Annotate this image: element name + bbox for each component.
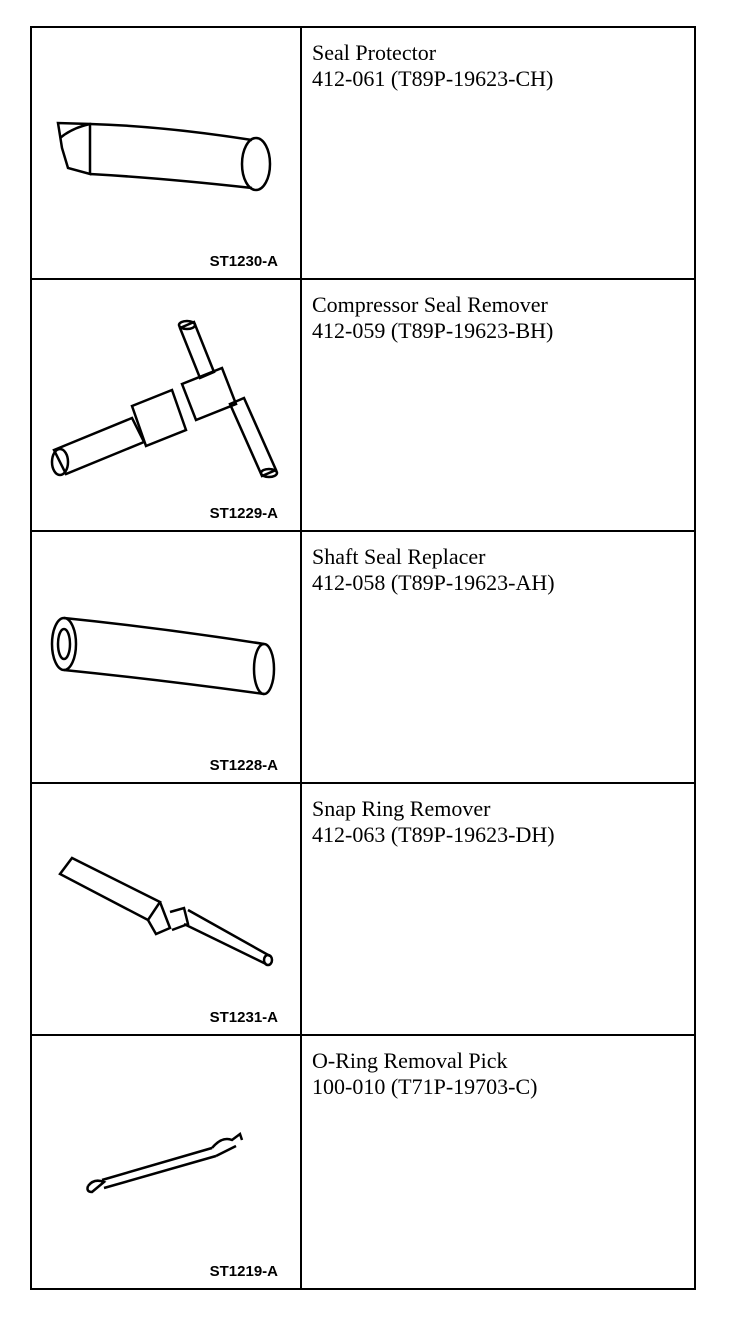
tool-row	[32, 532, 694, 784]
tool-description	[302, 532, 694, 782]
tool-name: Compressor Seal Remover	[312, 292, 548, 317]
figure-id: ST1228-A	[209, 757, 278, 774]
figure-id: ST1229-A	[209, 505, 278, 522]
tool-name: Shaft Seal Replacer	[312, 544, 486, 569]
tool-illustration-cell	[32, 784, 302, 1034]
snap-ring-remover-icon	[32, 784, 300, 1034]
seal-protector-icon	[32, 28, 300, 278]
seal-replacer-icon	[32, 532, 300, 782]
tool-row	[32, 28, 694, 280]
o-ring-pick-icon	[32, 1036, 300, 1286]
special-tools-table	[30, 26, 696, 1290]
tool-name: Snap Ring Remover	[312, 796, 491, 821]
tool-illustration-cell	[32, 532, 302, 782]
tool-illustration-cell	[32, 280, 302, 530]
tool-number: 412-058 (T89P-19623-AH)	[312, 570, 555, 595]
tool-illustration-cell	[32, 28, 302, 278]
tool-number: 412-059 (T89P-19623-BH)	[312, 318, 554, 343]
tool-description	[302, 28, 694, 278]
seal-remover-icon	[32, 280, 300, 530]
tool-illustration-cell	[32, 1036, 302, 1288]
figure-id: ST1230-A	[209, 253, 278, 270]
tool-row	[32, 1036, 694, 1288]
tool-number: 412-061 (T89P-19623-CH)	[312, 66, 554, 91]
tool-name: Seal Protector	[312, 40, 437, 65]
tool-row	[32, 784, 694, 1036]
tool-description	[302, 280, 694, 530]
tool-row	[32, 280, 694, 532]
tool-description	[302, 784, 694, 1034]
figure-id: ST1231-A	[209, 1009, 278, 1026]
figure-id: ST1219-A	[209, 1263, 278, 1280]
tool-number: 100-010 (T71P-19703-C)	[312, 1074, 538, 1099]
tool-number: 412-063 (T89P-19623-DH)	[312, 822, 555, 847]
tool-description	[302, 1036, 694, 1288]
tool-name: O-Ring Removal Pick	[312, 1048, 508, 1073]
